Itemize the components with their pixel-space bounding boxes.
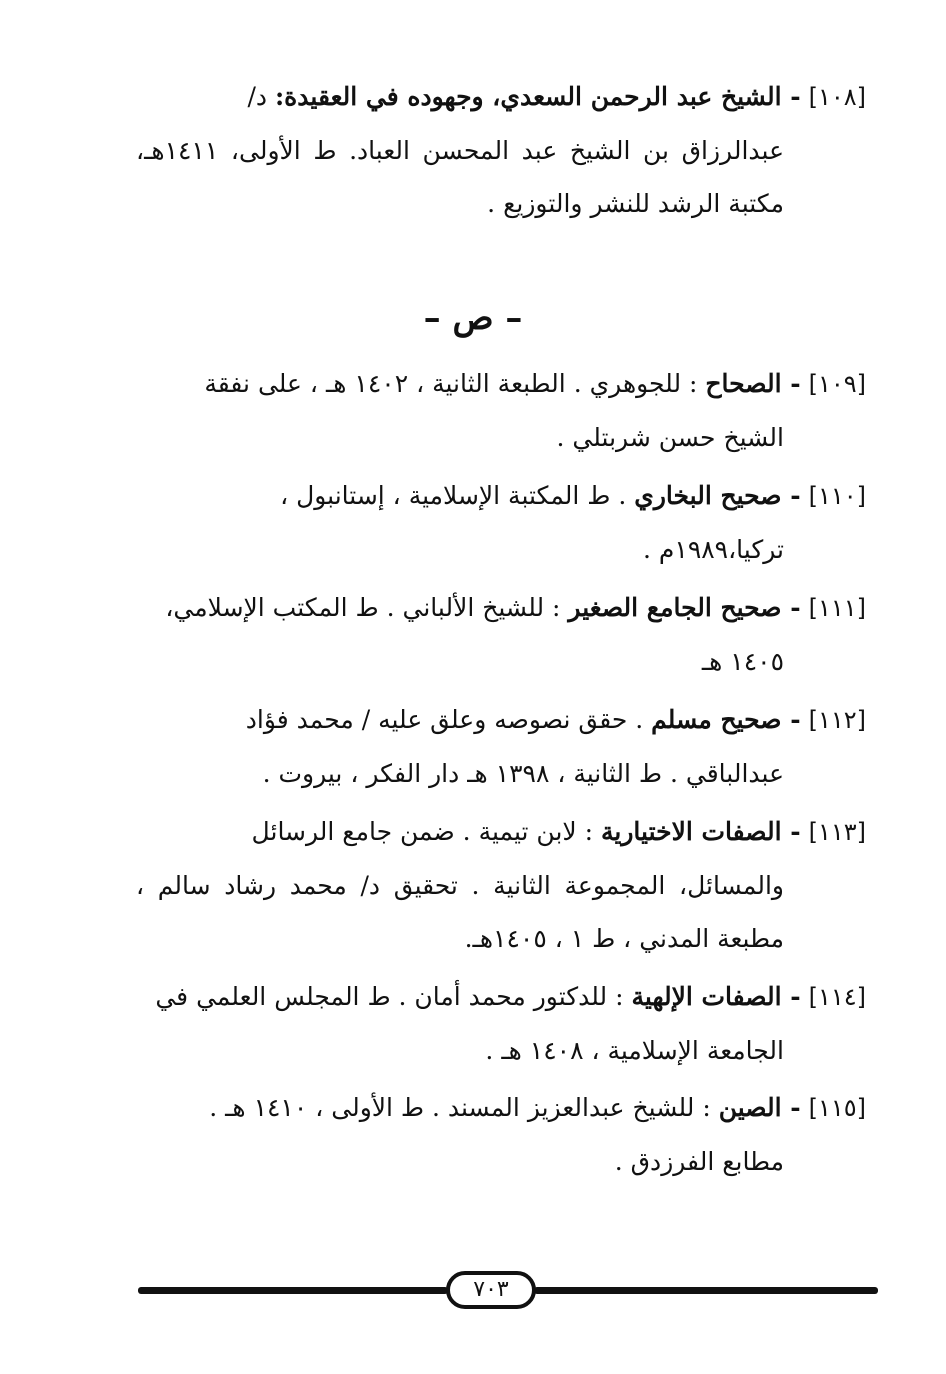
entry-continuation: الجامعة الإسلامية ، ١٤٠٨ هـ . — [485, 1036, 784, 1065]
entry-title: - صحيح مسلم — [651, 705, 801, 734]
footer-rule-left — [138, 1287, 448, 1294]
bibliography-entry-111 — [136, 581, 866, 688]
bibliography-entry-110 — [136, 469, 866, 576]
entry-continuation: تركيا،١٩٨٩م . — [643, 535, 784, 564]
entry-number: [١٠٩] — [808, 370, 866, 398]
bibliography-entry-114 — [136, 970, 866, 1077]
entry-continuation: مطابع الفرزدق . — [614, 1147, 784, 1176]
entry-text: : للجوهري . الطبعة الثانية ، ١٤٠٢ هـ ، على نفقة — [204, 369, 698, 398]
entry-number: [١١٠] — [808, 482, 866, 510]
entry-continuation: عبدالرزاق بن الشيخ عبد المحسن العباد. ط الأولى، ١٤١١هـ، مكتبة الرشد للنشر والتوزيع . — [136, 136, 784, 218]
entry-continuation: ١٤٠٥ هـ — [701, 647, 784, 676]
section-letter-heading: – ص – — [423, 298, 523, 338]
bibliography-entry-115 — [136, 1081, 866, 1188]
entry-title: - الصحاح — [705, 369, 801, 398]
entry-number: [١١٢] — [808, 706, 866, 734]
bibliography-entry-108 — [136, 70, 866, 230]
entry-text: : لابن تيمية . ضمن جامع الرسائل — [251, 817, 594, 846]
entry-text: . حقق نصوصه وعلق عليه / محمد فؤاد — [245, 705, 644, 734]
entry-title: - الصين — [718, 1093, 801, 1122]
entry-text: : للشيخ الألباني . ط المكتب الإسلامي، — [165, 593, 561, 622]
entry-title: - الشيخ عبد الرحمن السعدي، وجهوده في العقيدة: — [274, 82, 801, 111]
entry-text: د/ — [247, 82, 267, 111]
entry-title: - الصفات الإلهية — [631, 982, 801, 1011]
entry-text: . ط المكتبة الإسلامية ، إستانبول ، — [280, 481, 627, 510]
page-number: ٧٠٣ — [446, 1271, 536, 1309]
entry-text: : للدكتور محمد أمان . ط المجلس العلمي في — [155, 982, 624, 1011]
entry-number: [١١٤] — [808, 983, 866, 1011]
entry-text: : للشيخ عبدالعزيز المسند . ط الأولى ، ١٤١٠ هـ . — [209, 1093, 711, 1122]
entry-title: - صحيح البخاري — [634, 481, 801, 510]
entry-number: [١٠٨] — [808, 83, 866, 111]
entry-title: - الصفات الاختيارية — [601, 817, 801, 846]
entry-number: [١١١] — [808, 594, 866, 622]
bibliography-entry-113 — [136, 805, 866, 965]
entry-number: [١١٣] — [808, 818, 866, 846]
bibliography-entry-109 — [136, 357, 866, 464]
entry-continuation: عبدالباقي . ط الثانية ، ١٣٩٨ هـ دار الفكر ، بيروت . — [262, 759, 784, 788]
footer-rule-right — [534, 1287, 878, 1294]
entry-number: [١١٥] — [808, 1094, 866, 1122]
entry-continuation: الشيخ حسن شربتلي . — [556, 423, 784, 452]
bibliography-entry-112 — [136, 693, 866, 800]
entry-continuation: والمسائل، المجموعة الثانية . تحقيق د/ محمد رشاد سالم ، مطبعة المدني ، ط ١ ، ١٤٠٥هـ. — [136, 871, 784, 953]
entry-title: - صحيح الجامع الصغير — [568, 593, 801, 622]
